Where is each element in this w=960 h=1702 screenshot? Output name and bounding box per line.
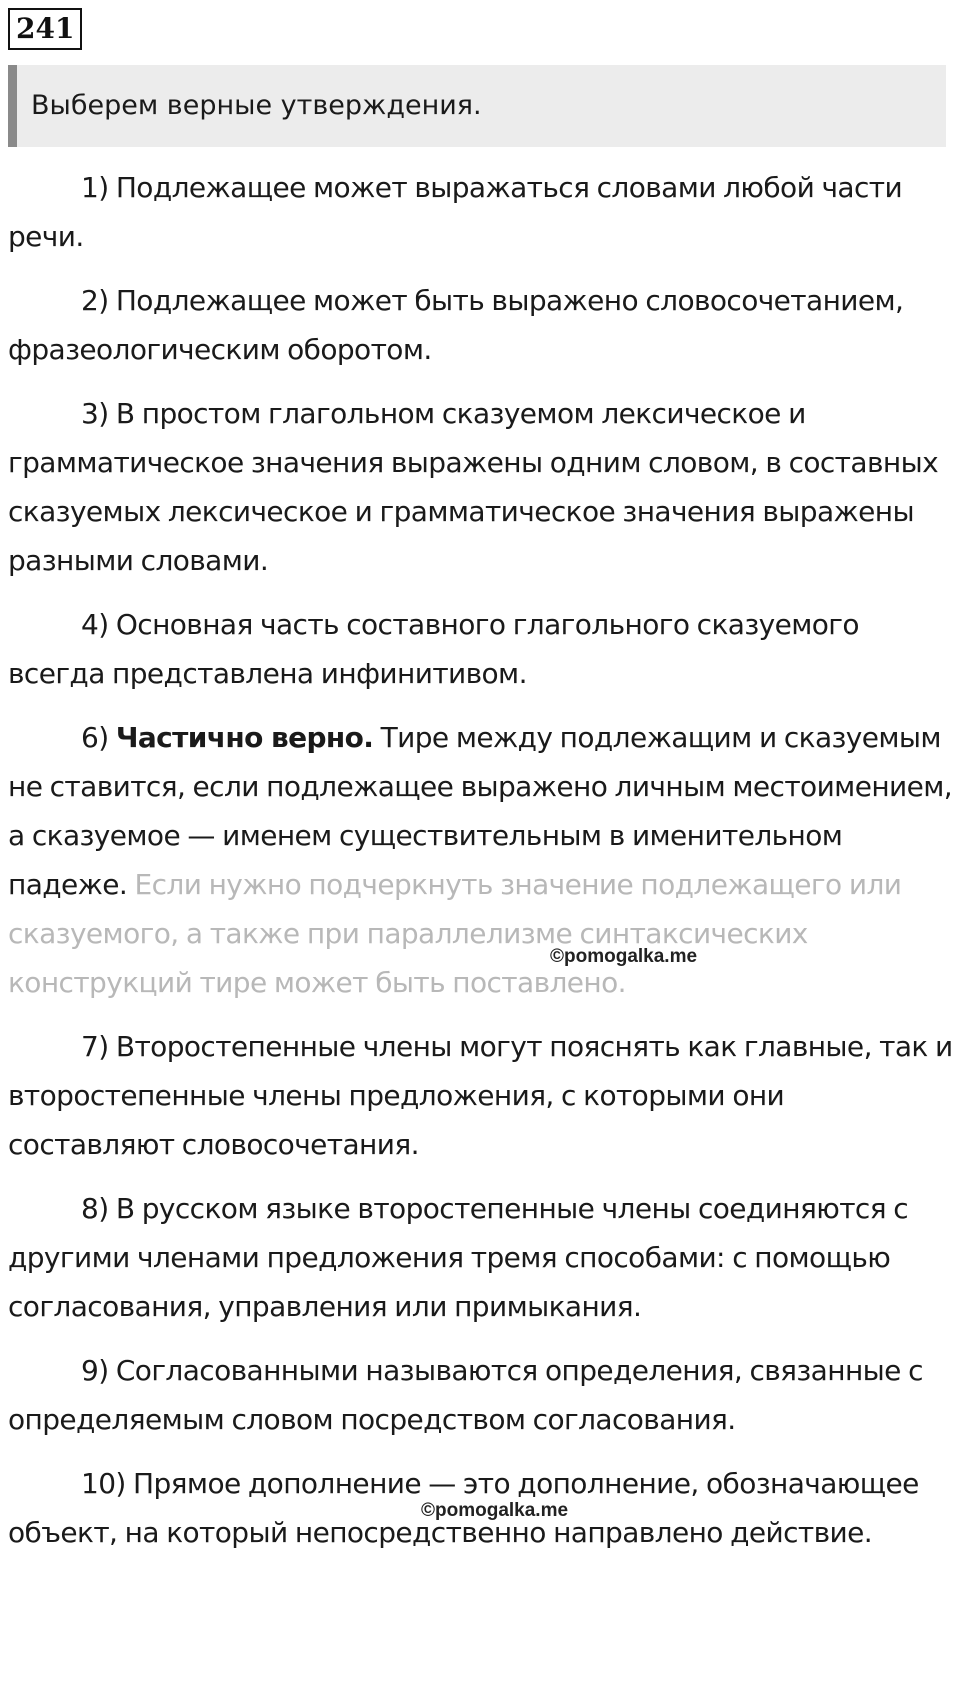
task-number-box: 241 — [8, 8, 82, 50]
statement-3: 3) В простом глагольном сказуемом лексическое и грамматическое значения выражены одним словом, в составных сказуемых лексическое и грамматическое значения выражены разными словами. — [8, 397, 939, 577]
statement-2: 2) Подлежащее может быть выражено словосочетанием, фразеологическим оборотом. — [8, 284, 904, 366]
statement-8: 8) В русском языке второстепенные члены соединяются с другими членами предложения тремя способами: с помощью согласования, управления или примыкания. — [8, 1192, 909, 1323]
statement-7: 7) Второстепенные члены могут пояснять как главные, так и второстепенные члены предложения, с которыми они составляют словосочетания. — [8, 1030, 953, 1161]
answer-content — [8, 163, 953, 1572]
statement-6-text: Тире между подлежащим и сказуемым не ставится, если подлежащее выражено личным местоимением, а сказуемое — именем существительным в именительном падеже. — [8, 721, 953, 901]
statement-10: 10) Прямое дополнение — это дополнение, обозначающее объект, на который непосредственно направлено действие. — [8, 1467, 919, 1549]
task-header: Выберем верные утверждения. — [8, 65, 946, 147]
statement-6-number: 6) — [81, 721, 116, 754]
statement-6 — [8, 713, 953, 1007]
statement-9: 9) Согласованными называются определения, связанные с определяемым словом посредством согласования. — [8, 1354, 923, 1436]
statement-6-verdict: Частично верно. — [115, 721, 374, 754]
statement-4: 4) Основная часть составного глагольного сказуемого всегда представлена инфинитивом. — [8, 608, 859, 690]
statement-1: 1) Подлежащее может выражаться словами любой части речи. — [8, 171, 903, 253]
watermark-1: ©pomogalka.me — [550, 946, 698, 967]
watermark-2: ©pomogalka.me — [421, 1500, 569, 1521]
statement-6-note: Если нужно подчеркнуть значение подлежащего или сказуемого, а также при параллелизме синтаксических конструкций тире может быть поставлено. — [8, 868, 902, 999]
